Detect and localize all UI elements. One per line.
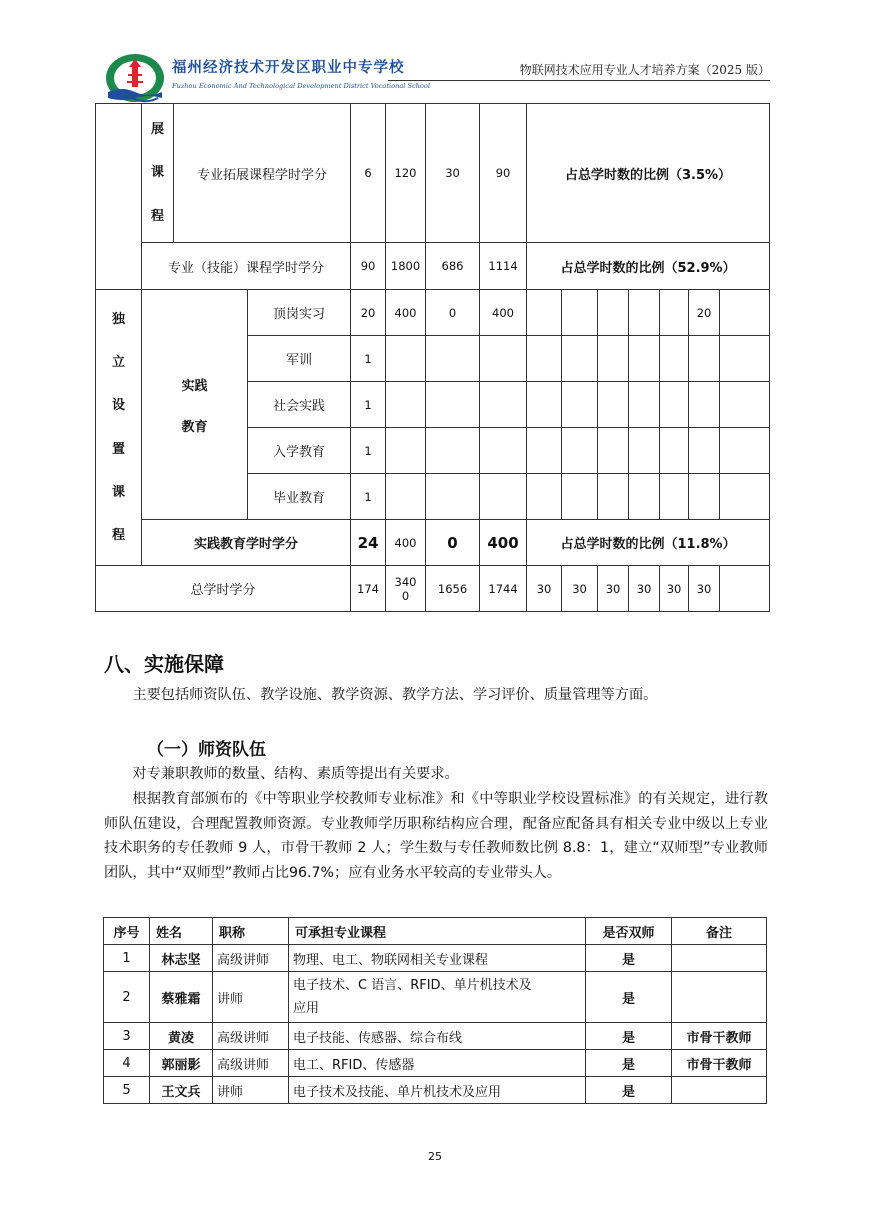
document-title: 物联网技术应用专业人才培养方案（2025 版） [519, 63, 770, 77]
section-intro: 主要包括师资队伍、教学设施、教学资源、教学方法、学习评价、质量管理等方面。 [132, 687, 658, 703]
total-hours-line2: 0 [401, 588, 410, 603]
major-hours: 1800 [386, 243, 426, 290]
total-sem: 30 [527, 566, 562, 612]
teacher-title: 高级讲师 [213, 945, 289, 972]
teacher-name: 郭丽影 [150, 1050, 213, 1077]
column-header: 是否双师 [586, 918, 672, 945]
independent-char: 设 [111, 398, 125, 414]
table-row [96, 520, 770, 566]
teacher-note [672, 945, 767, 972]
page-header [104, 48, 770, 106]
independent-category-cell [96, 290, 142, 566]
paragraph: 对专兼职教师的数量、结构、素质等提出有关要求。 [132, 766, 459, 782]
major-theory: 686 [426, 243, 480, 290]
major-credits: 90 [351, 243, 386, 290]
practice-sem6: 20 [689, 290, 720, 336]
practice-theory: 0 [426, 290, 480, 336]
table-row [96, 104, 770, 243]
teacher-name: 王文兵 [150, 1077, 213, 1104]
practice-credits: 1 [351, 382, 386, 428]
teacher-note [672, 972, 767, 1023]
ext-hours: 120 [386, 104, 426, 243]
page-number: 25 [428, 1150, 442, 1163]
practice-credits: 1 [351, 474, 386, 520]
teacher-name: 蔡雅霜 [150, 972, 213, 1023]
practice-course-name: 顶岗实习 [248, 290, 351, 336]
dual-status: 是 [586, 1050, 672, 1077]
independent-char: 课 [111, 484, 125, 500]
practice-group-line2: 教育 [181, 419, 208, 435]
ext-char: 课 [150, 165, 164, 181]
total-theory: 1656 [426, 566, 480, 612]
course-hours-table [95, 103, 770, 612]
column-header: 备注 [672, 918, 767, 945]
practice-group-cell [142, 290, 248, 520]
school-name-en: Fuzhou Economic And Technological Development District Vocational School [172, 82, 430, 90]
teacher-title: 高级讲师 [213, 1023, 289, 1050]
table-row [104, 972, 767, 1023]
independent-char: 置 [111, 441, 125, 457]
teacher-courses [289, 972, 586, 1023]
practice-subtotal-hours: 400 [386, 520, 426, 566]
teacher-table [103, 917, 767, 1104]
practice-credits: 1 [351, 428, 386, 474]
school-name-cn: 福州经济技术开发区职业中专学校 [172, 60, 405, 76]
total-sem: 30 [629, 566, 660, 612]
row-no: 1 [104, 945, 150, 972]
ext-char: 程 [150, 208, 164, 224]
table-row [104, 1050, 767, 1077]
dual-status: 是 [586, 1077, 672, 1104]
practice-subtotal-ratio: 占总学时数的比例（11.8%） [527, 520, 770, 566]
practice-group-line1: 实践 [181, 378, 208, 394]
dual-status: 是 [586, 945, 672, 972]
total-sem: 30 [689, 566, 720, 612]
table-row [104, 1077, 767, 1104]
row-no: 2 [104, 972, 150, 1023]
practice-credits: 20 [351, 290, 386, 336]
practice-credits: 1 [351, 336, 386, 382]
major-ratio: 占总学时数的比例（52.9%） [527, 243, 770, 290]
ext-subtotal-label: 专业拓展课程学时学分 [174, 104, 351, 243]
row-no: 5 [104, 1077, 150, 1104]
practice-hours: 400 [386, 290, 426, 336]
practice-course-name: 军训 [248, 336, 351, 382]
row-no: 3 [104, 1023, 150, 1050]
column-header: 序号 [104, 918, 150, 945]
row-no: 4 [104, 1050, 150, 1077]
total-sem: 30 [562, 566, 598, 612]
total-credits: 174 [351, 566, 386, 612]
total-sem: 30 [598, 566, 629, 612]
practice-course-name: 社会实践 [248, 382, 351, 428]
teacher-courses: 电子技术及技能、单片机技术及应用 [289, 1077, 586, 1104]
ext-practice: 90 [480, 104, 527, 243]
dual-status: 是 [586, 972, 672, 1023]
column-header: 可承担专业课程 [289, 918, 586, 945]
independent-char: 独 [111, 311, 125, 327]
practice-subtotal-credits: 24 [351, 520, 386, 566]
practice-subtotal-theory: 0 [426, 520, 480, 566]
dual-status: 是 [586, 1023, 672, 1050]
practice-subtotal-label: 实践教育学时学分 [142, 520, 351, 566]
teacher-name: 黄凌 [150, 1023, 213, 1050]
total-practice: 1744 [480, 566, 527, 612]
table-header-row [104, 918, 767, 945]
teacher-note [672, 1077, 767, 1104]
table-row [96, 290, 770, 336]
teacher-courses: 电子技能、传感器、综合布线 [289, 1023, 586, 1050]
major-practice: 1114 [480, 243, 527, 290]
practice-subtotal-practice: 400 [480, 520, 527, 566]
practice-course-name: 毕业教育 [248, 474, 351, 520]
section-heading: 八、实施保障 [104, 652, 224, 676]
school-logo-icon [104, 52, 166, 104]
independent-char: 程 [111, 528, 125, 544]
total-sem: 30 [660, 566, 689, 612]
teacher-title: 高级讲师 [213, 1050, 289, 1077]
ext-theory: 30 [426, 104, 480, 243]
subsection-heading: （一）师资队伍 [147, 740, 266, 760]
teacher-courses-line: 应用 [293, 1001, 320, 1016]
paragraph: 根据教育部颁布的《中等职业学校教师专业标准》和《中等职业学校设置标准》的有关规定，进行教师队伍建设，合理配置教师资源。专业教师学历职称结构应合理，配备应配备具有相关专业中级以上专业技术职务的专任教师 9 人，市骨干教师 2 人；学生数与专任教师数比例 8.8：1，建立“双师型”专业教师团队，其中“双师型”教师占比96.7%；应有业务水平较高的专业带头人。 [104, 791, 768, 881]
ext-category-cell [142, 104, 174, 243]
teacher-note: 市骨干教师 [672, 1023, 767, 1050]
header-rule [388, 80, 770, 81]
ext-credits: 6 [351, 104, 386, 243]
teacher-name: 林志坚 [150, 945, 213, 972]
ext-char: 展 [150, 122, 164, 138]
total-hours [386, 566, 426, 612]
table-row [96, 566, 770, 612]
teacher-title: 讲师 [213, 972, 289, 1023]
teacher-title: 讲师 [213, 1077, 289, 1104]
teacher-courses: 物理、电工、物联网相关专业课程 [289, 945, 586, 972]
teacher-note: 市骨干教师 [672, 1050, 767, 1077]
major-subtotal-label: 专业（技能）课程学时学分 [142, 243, 351, 290]
total-hours-line1: 340 [394, 574, 417, 589]
independent-char: 立 [111, 354, 125, 370]
column-header: 姓名 [150, 918, 213, 945]
table-row [104, 945, 767, 972]
column-header: 职称 [213, 918, 289, 945]
ext-ratio: 占总学时数的比例（3.5%） [527, 104, 770, 243]
table-row [104, 1023, 767, 1050]
teacher-courses: 电工、RFID、传感器 [289, 1050, 586, 1077]
practice-practice: 400 [480, 290, 527, 336]
table-row [96, 243, 770, 290]
teacher-courses-line: 电子技术、C 语言、RFID、单片机技术及 [293, 978, 532, 993]
category-cell-blank [96, 104, 142, 290]
total-label: 总学时学分 [96, 566, 351, 612]
practice-course-name: 入学教育 [248, 428, 351, 474]
